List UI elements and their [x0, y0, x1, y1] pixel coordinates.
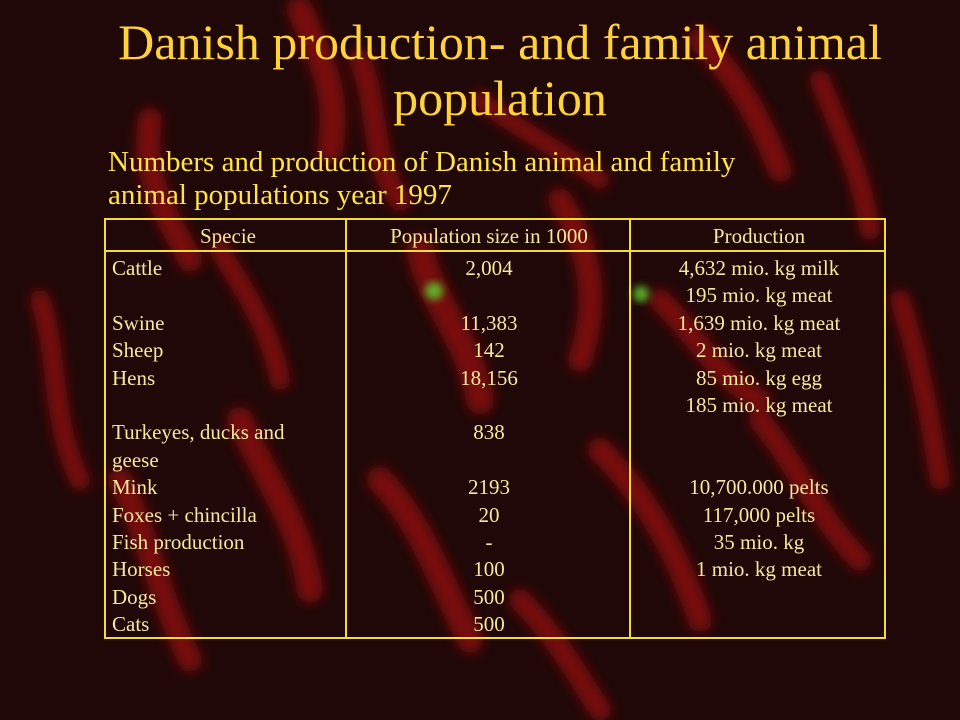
cell-population: 2,004	[465, 256, 513, 280]
cell-specie: Cats	[112, 612, 150, 637]
slide-title	[40, 14, 960, 126]
cell-specie: Hens	[112, 365, 156, 390]
column-divider	[345, 220, 347, 637]
cell-production: 195 mio. kg meat	[685, 283, 833, 308]
title-line-1: Danish production- and family animal	[118, 14, 882, 70]
cell-specie: geese	[112, 447, 159, 472]
cell-production: 85 mio. kg egg	[696, 365, 822, 390]
cell-population: 500	[473, 612, 505, 637]
cell-production: 10,700.000 pelts	[689, 475, 829, 500]
cell-population: 100	[473, 557, 505, 582]
cell-specie: Swine	[112, 310, 165, 335]
cell-specie: Dogs	[112, 584, 157, 609]
header-divider	[106, 250, 884, 252]
header-production: Production	[712, 224, 806, 248]
cell-population: 500	[473, 584, 505, 609]
cell-population: 838	[473, 420, 505, 445]
cell-specie: Mink	[112, 475, 158, 500]
cell-specie: Turkeyes, ducks and	[112, 420, 285, 445]
header-population: Population size in 1000	[390, 224, 588, 248]
cell-production: 117,000 pelts	[702, 502, 816, 527]
cell-specie: Cattle	[112, 256, 163, 280]
cell-specie: Fish production	[112, 530, 245, 554]
cell-production: 4,632 mio. kg milk	[678, 256, 840, 280]
cell-population: 11,383	[460, 310, 518, 335]
cell-population: -	[485, 530, 493, 554]
cell-population: 2193	[468, 475, 510, 500]
cell-specie: Horses	[112, 557, 171, 582]
header-specie: Specie	[200, 224, 256, 248]
cell-production: 1,639 mio. kg meat	[677, 310, 841, 335]
title-line-2: population	[393, 70, 607, 126]
cell-production: 35 mio. kg	[713, 530, 805, 554]
cell-population: 18,156	[460, 365, 518, 390]
cell-production: 2 mio. kg meat	[696, 338, 822, 363]
population-table	[104, 218, 886, 639]
cell-specie: Sheep	[112, 338, 164, 363]
slide-subtitle	[108, 146, 868, 212]
cell-production: 185 mio. kg meat	[685, 393, 833, 417]
subtitle-line-2: animal populations year 1997	[108, 179, 452, 211]
cell-population: 20	[478, 502, 500, 527]
cell-production: 1 mio. kg meat	[696, 557, 822, 582]
subtitle-line-1: Numbers and production of Danish animal and family	[108, 146, 736, 178]
cell-specie: Foxes + chincilla	[112, 502, 257, 527]
cell-population: 142	[473, 338, 505, 363]
